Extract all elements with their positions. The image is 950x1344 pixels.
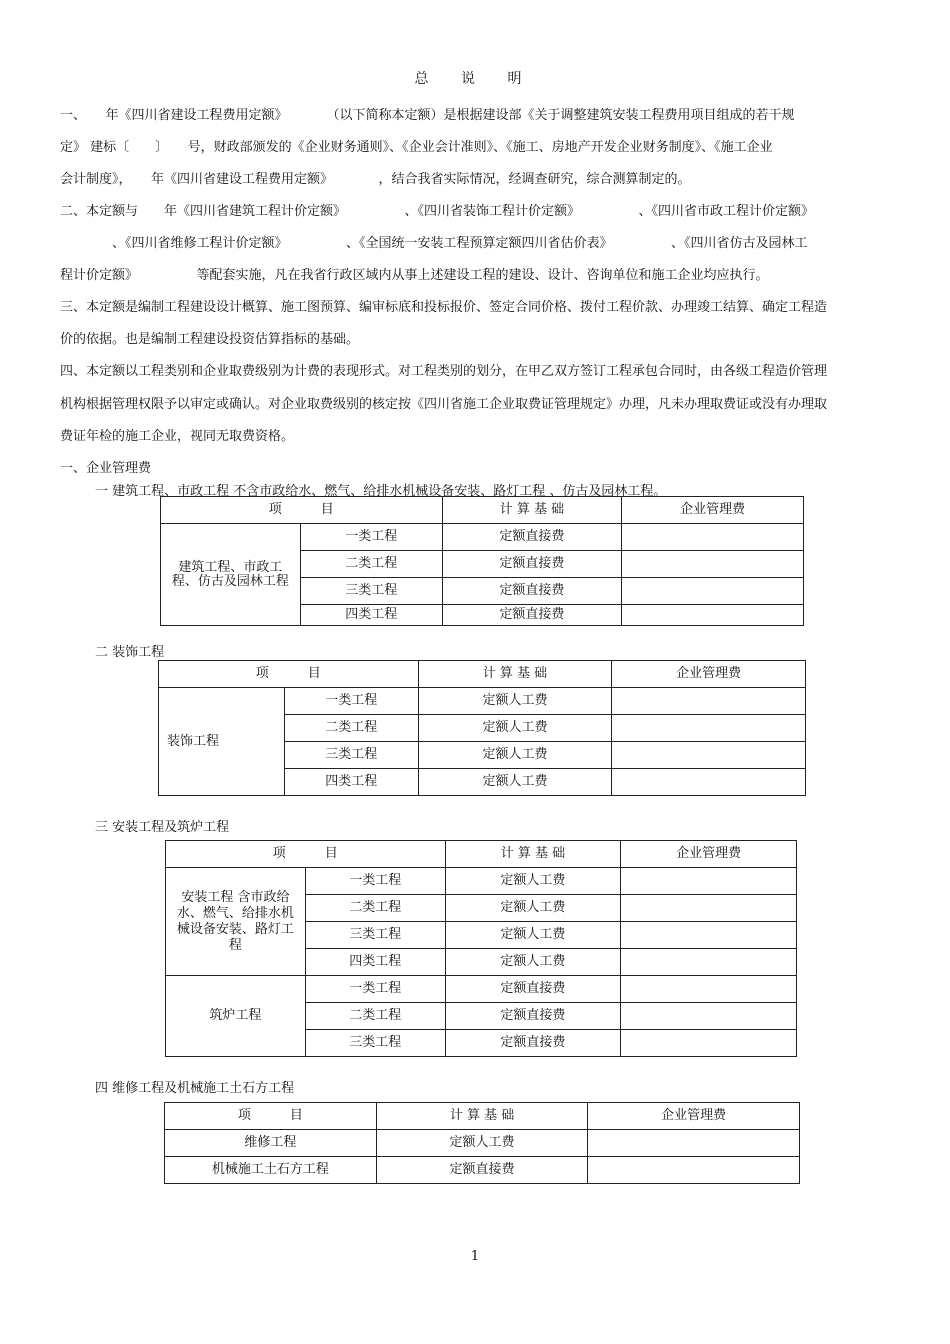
basis-cell: 定额人工费	[418, 742, 612, 769]
header-fee: 企业管理费	[621, 841, 797, 868]
fee-cell	[621, 922, 797, 949]
fee-cell	[621, 868, 797, 895]
header-basis: 计 算 基 础	[442, 497, 622, 524]
subsection-heading: 三 安装工程及筑炉工程	[95, 820, 230, 835]
fee-cell	[621, 895, 797, 922]
subsection-heading: 四 维修工程及机械施工土石方工程	[95, 1081, 295, 1096]
fee-cell	[612, 688, 806, 715]
fee-cell	[621, 1030, 797, 1057]
row-group-label: 装饰工程	[159, 688, 285, 796]
basis-cell: 定额直接费	[445, 976, 621, 1003]
class-cell: 二类工程	[300, 551, 442, 578]
paragraph-line: 三、本定额是编制工程建设设计概算、施工图预算、编审标底和投标报价、签定合同价格、拨付工程价款、办理竣工结算、确定工程造	[60, 300, 828, 315]
basis-cell: 定额人工费	[376, 1130, 588, 1157]
fee-cell	[588, 1157, 800, 1184]
basis-cell: 定额直接费	[442, 578, 622, 605]
fee-cell	[612, 715, 806, 742]
table-row	[159, 688, 806, 715]
class-cell: 二类工程	[284, 715, 418, 742]
header-basis: 计 算 基 础	[418, 661, 612, 688]
table-header-row	[161, 497, 804, 524]
section-heading: 一、企业管理费	[60, 461, 152, 476]
table-row	[165, 1157, 800, 1184]
paragraph-line: 二、本定额与 年《四川省建筑工程计价定额》 、《四川省装饰工程计价定额》 、《四川省市政工程计价定额》	[60, 204, 815, 219]
management-fee-table-4	[164, 1102, 800, 1184]
row-group-label: 建筑工程、市政工程、仿古及园林工程	[161, 524, 301, 626]
page-title: 总 说 明	[414, 71, 536, 87]
table-row	[161, 524, 804, 551]
basis-cell: 定额人工费	[445, 868, 621, 895]
fee-cell	[622, 551, 804, 578]
basis-cell: 定额直接费	[442, 524, 622, 551]
class-cell: 四类工程	[305, 949, 445, 976]
class-cell: 三类工程	[300, 578, 442, 605]
management-fee-table-2	[158, 660, 806, 796]
fee-cell	[588, 1130, 800, 1157]
page-number: 1	[470, 1249, 480, 1264]
paragraph-line: 费证年检的施工企业，视同无取费资格。	[60, 429, 295, 444]
table-row	[166, 976, 797, 1003]
fee-cell	[622, 605, 804, 626]
class-cell: 四类工程	[300, 605, 442, 626]
fee-cell	[622, 524, 804, 551]
table-header-row	[165, 1103, 800, 1130]
paragraph-line: 、《四川省维修工程计价定额》 、《全国统一安装工程预算定额四川省估价表》 、《四川省仿古及园林工	[60, 236, 808, 251]
basis-cell: 定额人工费	[418, 769, 612, 796]
item-cell: 维修工程	[165, 1130, 377, 1157]
fee-cell	[622, 578, 804, 605]
paragraph-line: 程计价定额》 等配套实施，凡在我省行政区域内从事上述建设工程的建设、设计、咨询单位和施工企业均应执行。	[60, 268, 769, 283]
class-cell: 三类工程	[305, 1030, 445, 1057]
class-cell: 二类工程	[305, 1003, 445, 1030]
header-basis: 计 算 基 础	[376, 1103, 588, 1130]
basis-cell: 定额人工费	[445, 922, 621, 949]
header-fee: 企业管理费	[588, 1103, 800, 1130]
subsection-heading: 二 装饰工程	[95, 645, 165, 660]
class-cell: 三类工程	[305, 922, 445, 949]
class-cell: 三类工程	[284, 742, 418, 769]
table-header-row	[159, 661, 806, 688]
management-fee-table-3	[165, 840, 797, 1057]
fee-cell	[621, 1003, 797, 1030]
basis-cell: 定额人工费	[418, 715, 612, 742]
header-item: 项 目	[159, 661, 419, 688]
management-fee-table-1	[160, 496, 804, 626]
header-basis: 计 算 基 础	[445, 841, 621, 868]
fee-cell	[621, 949, 797, 976]
row-group-label: 筑炉工程	[166, 976, 306, 1057]
header-item: 项 目	[165, 1103, 377, 1130]
paragraph-line: 会计制度》， 年《四川省建设工程费用定额》 ，结合我省实际情况，经调查研究，综合测算制定的。	[60, 172, 691, 187]
fee-cell	[612, 742, 806, 769]
header-fee: 企业管理费	[622, 497, 804, 524]
item-cell: 机械施工土石方工程	[165, 1157, 377, 1184]
basis-cell: 定额直接费	[376, 1157, 588, 1184]
header-fee: 企业管理费	[612, 661, 806, 688]
class-cell: 一类工程	[305, 976, 445, 1003]
class-cell: 一类工程	[284, 688, 418, 715]
basis-cell: 定额直接费	[442, 551, 622, 578]
header-item: 项 目	[161, 497, 443, 524]
class-cell: 四类工程	[284, 769, 418, 796]
paragraph-line: 四、本定额以工程类别和企业取费级别为计费的表现形式。对工程类别的划分，在甲乙双方签订工程承包合同时，由各级工程造价管理	[60, 364, 828, 379]
basis-cell: 定额直接费	[445, 1003, 621, 1030]
row-group-label: 安装工程 含市政给水、燃气、给排水机械设备安装、路灯工程	[166, 868, 306, 976]
fee-cell	[621, 976, 797, 1003]
basis-cell: 定额人工费	[418, 688, 612, 715]
paragraph-line: 价的依据。也是编制工程建设投资估算指标的基础。	[60, 332, 360, 347]
paragraph-line: 机构根据管理权限予以审定或确认。对企业取费级别的核定按《四川省施工企业取费证管理规定》办理，凡未办理取费证或没有办理取	[60, 397, 828, 412]
table-row	[166, 868, 797, 895]
table-header-row	[166, 841, 797, 868]
paragraph-line: 一、 年《四川省建设工程费用定额》 （以下简称本定额）是根据建设部《关于调整建筑安装工程费用项目组成的若干规	[60, 108, 795, 123]
class-cell: 二类工程	[305, 895, 445, 922]
header-item: 项 目	[166, 841, 446, 868]
basis-cell: 定额直接费	[442, 605, 622, 626]
basis-cell: 定额直接费	[445, 1030, 621, 1057]
class-cell: 一类工程	[300, 524, 442, 551]
basis-cell: 定额人工费	[445, 895, 621, 922]
fee-cell	[612, 769, 806, 796]
paragraph-line: 定》 建标〔 〕 号，财政部颁发的《企业财务通则》、《企业会计准则》、《施工、房地产开发企业财务制度》、《施工企业	[60, 140, 773, 155]
table-row	[165, 1130, 800, 1157]
subsection-heading: 一 建筑工程、市政工程 不含市政给水、燃气、给排水机械设备安装、路灯工程 、仿古及园林工程。	[95, 484, 667, 499]
basis-cell: 定额人工费	[445, 949, 621, 976]
class-cell: 一类工程	[305, 868, 445, 895]
